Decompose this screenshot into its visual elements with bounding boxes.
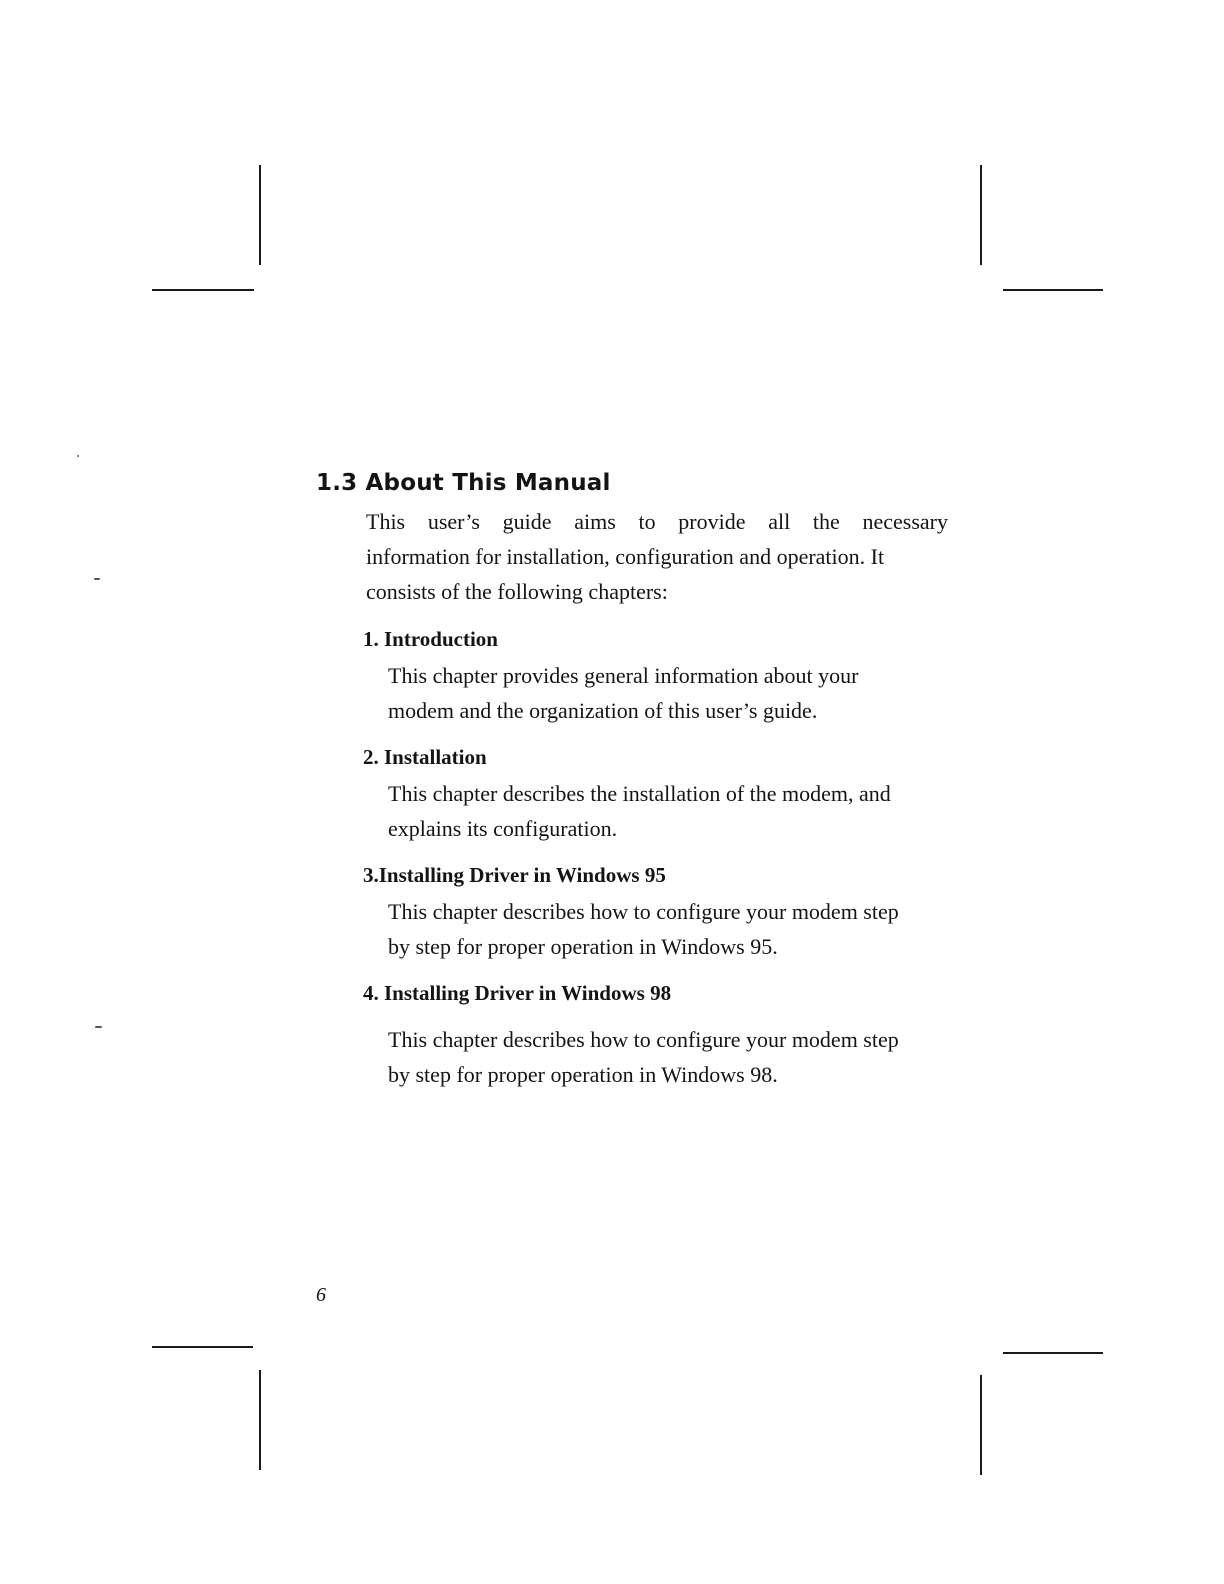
crop-mark-top-right-vertical xyxy=(980,165,982,265)
chapter-description-line: modem and the organization of this user’s guide. xyxy=(388,698,818,723)
scan-speck xyxy=(95,1026,102,1028)
crop-mark-bottom-right-horizontal xyxy=(1003,1352,1103,1354)
section-title: 1.3 About This Manual xyxy=(316,470,611,496)
intro-line: This user’s guide aims to provide all the necessary xyxy=(366,509,948,534)
chapter-item-introduction xyxy=(363,626,963,728)
chapter-item-windows-95 xyxy=(363,862,963,964)
page-number: 6 xyxy=(316,1284,326,1306)
chapter-description xyxy=(388,894,963,964)
intro-line: consists of the following chapters: xyxy=(366,579,668,604)
crop-mark-top-left-vertical xyxy=(259,165,261,265)
chapter-item-windows-98 xyxy=(363,980,963,1092)
intro-paragraph xyxy=(366,504,948,609)
chapter-description-line: This chapter describes how to configure your modem step xyxy=(388,899,899,924)
chapter-heading: 2. Installation xyxy=(363,745,487,769)
chapter-item-installation xyxy=(363,744,963,846)
chapter-description xyxy=(388,776,963,846)
chapter-heading: 1. Introduction xyxy=(363,627,498,651)
chapter-description xyxy=(388,658,963,728)
chapter-description-line: This chapter provides general information about your xyxy=(388,663,859,688)
chapter-heading: 3.Installing Driver in Windows 95 xyxy=(363,863,666,887)
scan-speck xyxy=(94,578,100,580)
chapter-description-line: by step for proper operation in Windows 95. xyxy=(388,934,778,959)
chapter-heading: 4. Installing Driver in Windows 98 xyxy=(363,981,672,1005)
chapter-description-line: explains its configuration. xyxy=(388,816,618,841)
crop-mark-top-left-horizontal xyxy=(152,289,254,291)
intro-line: information for installation, configuration and operation. It xyxy=(366,544,885,569)
chapter-description-line: This chapter describes the installation of the modem, and xyxy=(388,781,891,806)
crop-mark-bottom-left-horizontal xyxy=(152,1346,253,1348)
chapter-description-line: by step for proper operation in Windows 98. xyxy=(388,1062,778,1087)
chapter-description xyxy=(388,1022,963,1092)
crop-mark-bottom-right-vertical xyxy=(980,1375,982,1475)
crop-mark-bottom-left-vertical xyxy=(259,1370,261,1470)
chapter-description-line: This chapter describes how to configure your modem step xyxy=(388,1027,899,1052)
crop-mark-top-right-horizontal xyxy=(1003,289,1103,291)
scan-speck xyxy=(77,455,79,457)
